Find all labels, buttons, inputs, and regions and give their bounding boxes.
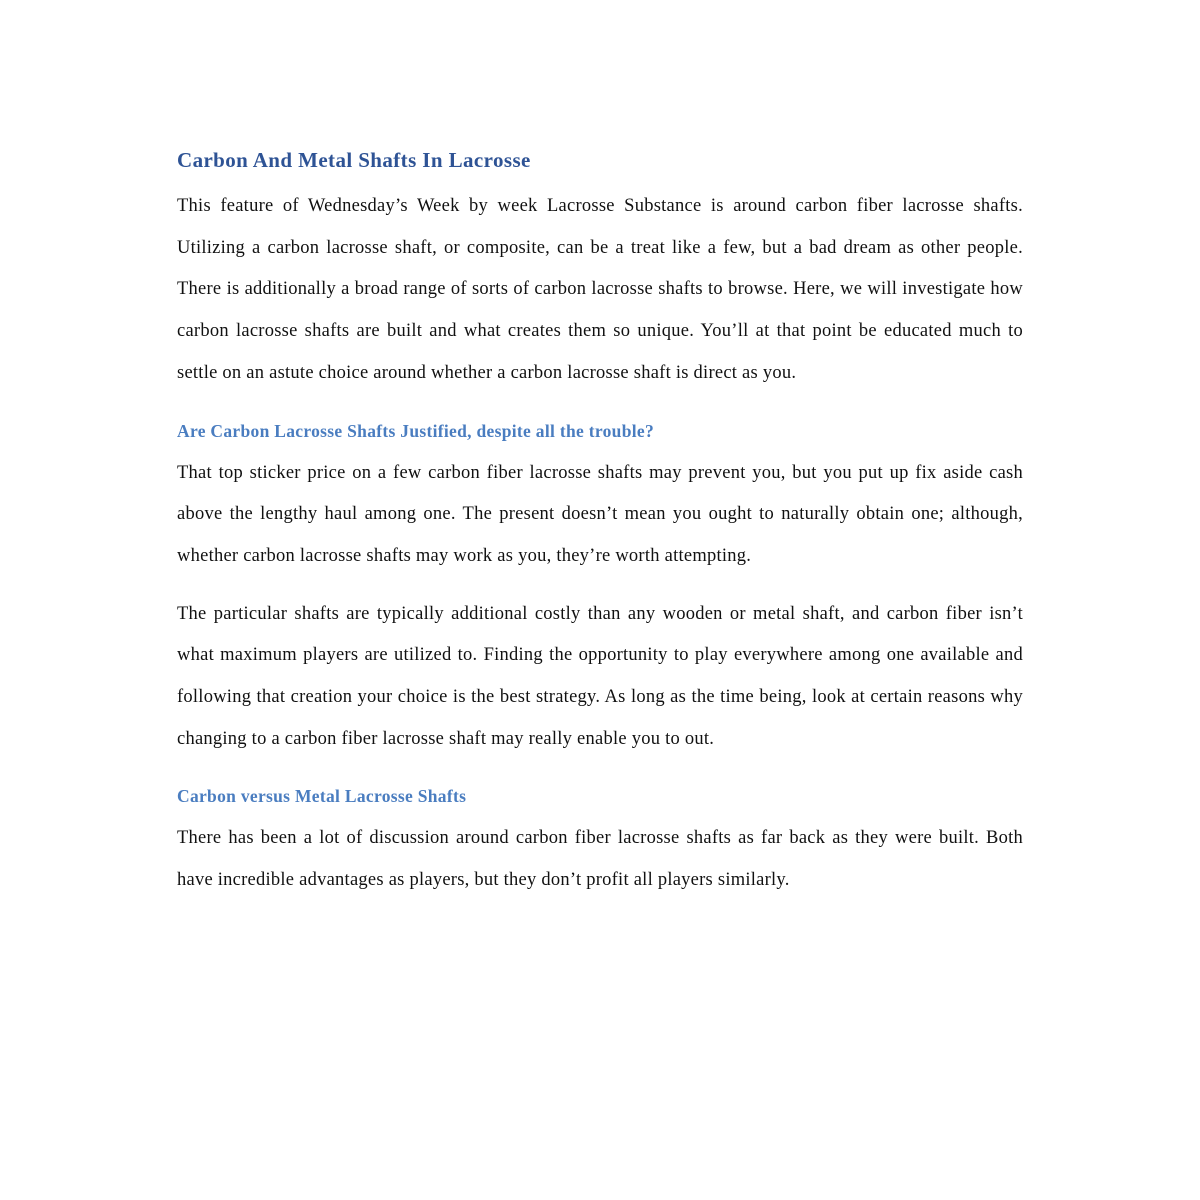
section-2-paragraph-1: There has been a lot of discussion around carbon fiber lacrosse shafts as far back as they were built. Both have incredible advantages as players, but they don’t profit all players similarly. xyxy=(177,828,1023,891)
document-title: Carbon And Metal Shafts In Lacrosse xyxy=(177,148,531,172)
section-heading-carbon-vs-metal: Carbon versus Metal Lacrosse Shafts xyxy=(177,786,467,807)
section-1-paragraph-2: The particular shafts are typically additional costly than any wooden or metal shaft, and carbon fiber isn’t what maximum players are utilized to. Finding the opportunity to play everywhere among one available and following that creation your choice is the best strategy. As long as the time being, look at certain reasons why changing to a carbon fiber lacrosse shaft may really enable you to out. xyxy=(177,603,1023,749)
section-heading-justified: Are Carbon Lacrosse Shafts Justified, despite all the trouble? xyxy=(177,420,655,441)
document-page xyxy=(177,140,1023,902)
section-1-paragraph-1: That top sticker price on a few carbon fiber lacrosse shafts may prevent you, but you put up fix aside cash above the lengthy haul among one. The present doesn’t mean you ought to naturally obtain one; although, whether carbon lacrosse shafts may work as you, they’re worth attempting. xyxy=(177,462,1023,566)
intro-paragraph: This feature of Wednesday’s Week by week Lacrosse Substance is around carbon fiber lacrosse shafts. Utilizing a carbon lacrosse shaft, or composite, can be a treat like a few, but a bad dream as other people. There is additionally a broad range of sorts of carbon lacrosse shafts to browse. Here, we will investigate how carbon lacrosse shafts are built and what creates them so unique. You’ll at that point be educated much to settle on an astute choice around whether a carbon lacrosse shaft is direct as you. xyxy=(177,196,1023,383)
